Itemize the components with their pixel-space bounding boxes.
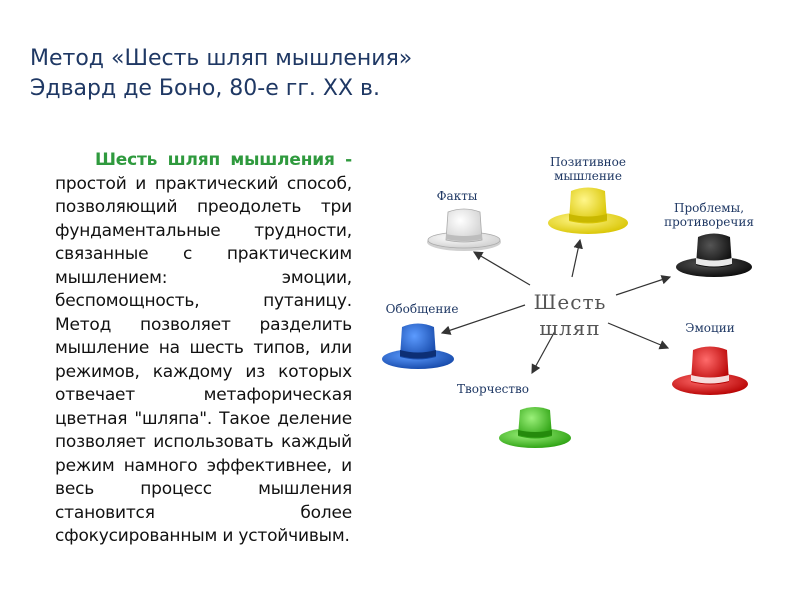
black-hat-icon: [676, 234, 752, 278]
description-paragraph: [55, 149, 352, 549]
six-hats-diagram: [370, 145, 790, 455]
title-line-2: Эдвард де Боно, 80-е гг. XX в.: [30, 76, 380, 101]
hat-label-positive-line-1: Позитивное: [550, 155, 626, 169]
hat-label-emotions: Эмоции: [685, 321, 735, 335]
arrow-to-facts: [474, 252, 530, 285]
slide-title: [30, 44, 750, 104]
center-label-line-2: шляп: [539, 316, 601, 340]
hat-label-problems-line-2: противоречия: [664, 215, 754, 229]
description-text: простой и практический способ, позволяющий преодолеть три фундаментальные трудности, связанные с практическим мышлением: эмоции, беспомощность, путаницу. Метод позволяет разделить мышление на шесть типов, или режимов, каждому из которых отвечает метафорическая цветная "шляпа". Такое деление позволяет использовать каждый режим намного эффективнее, и весь процесс мышления становится более сфокусированным и устойчивым.: [55, 173, 352, 546]
description-lead: Шесть шляп мышления -: [95, 150, 352, 170]
yellow-hat-icon: [548, 188, 628, 235]
hat-label-facts: Факты: [436, 189, 478, 203]
arrow-to-problems: [616, 277, 670, 295]
red-hat-icon: [672, 347, 748, 396]
green-hat-icon: [499, 407, 571, 448]
diagram-center-label: [525, 289, 615, 341]
hat-label-positive: [538, 155, 638, 183]
hat-label-generalization: Обобщение: [385, 302, 459, 316]
hat-label-positive-line-2: мышление: [554, 169, 622, 183]
hat-label-problems-line-1: Проблемы,: [673, 201, 745, 215]
arrow-to-positive: [572, 240, 580, 277]
blue-hat-icon: [382, 324, 454, 370]
white-hat-icon: [427, 209, 501, 251]
center-label-line-1: Шесть: [533, 290, 607, 314]
hat-label-problems: [654, 201, 764, 229]
hat-label-creativity: Творчество: [456, 382, 530, 396]
title-line-1: Метод «Шесть шляп мышления»: [30, 46, 413, 71]
arrow-to-emotions: [608, 323, 668, 348]
